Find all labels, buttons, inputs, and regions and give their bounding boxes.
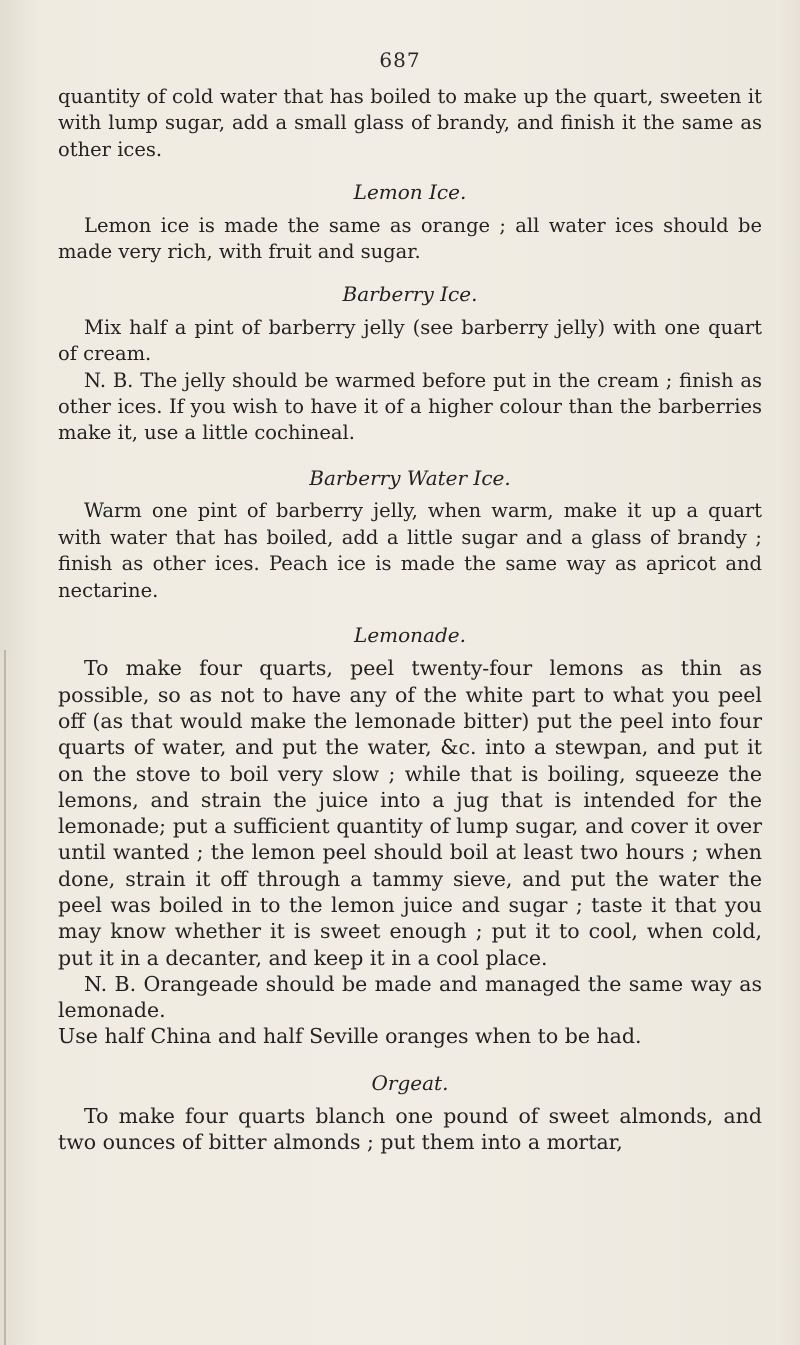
barberry-water-ice-heading: Barberry Water Ice.	[309, 465, 511, 490]
continuation-paragraph: quantity of cold water that has boiled to make up the quart, sweeten it with lump sugar, add a small glass of brandy, and finish it the same as other ices.	[58, 85, 762, 161]
orgeat-paragraph: To make four quarts blanch one pound of sweet almonds, and two ounces of bitter almonds ; put them into a mortar,	[58, 1104, 762, 1155]
page-text	[58, 84, 762, 1156]
lemonade-note: N. B. Orangeade should be made and managed the same way as lemonade.	[58, 971, 762, 1023]
orgeat-heading: Orgeat.	[371, 1070, 449, 1095]
barberry-water-ice-paragraph: Warm one pint of barberry jelly, when warm, make it up a quart with water that has boiled, add a little sugar and a glass of brandy ; finish as other ices. Peach ice is made the same way as apricot and nectarine.	[58, 499, 762, 602]
lemon-ice-heading: Lemon Ice.	[353, 180, 467, 205]
lemon-ice-paragraph: Lemon ice is made the same as orange ; all water ices should be made very rich, with fruit and sugar.	[58, 213, 762, 264]
page-gutter-shadow	[4, 650, 6, 1345]
lemonade-paragraph: To make four quarts, peel twenty-four lemons as thin as possible, so as not to have any of the white part to what you peel off (as that would make the lemonade bitter) put the peel into four quarts of water, and put the water, &c. into a stewpan, and put it on the stove to boil very slow ; while that is boiling, squeeze the lemons, and strain the juice into a jug that is intended for the lemonade; put a sufficient quantity of lump sugar, and cover it over until wanted ; the lemon peel should boil at least two hours ; when done, strain it off through a tammy sieve, and put the water the peel was boiled in to the lemon juice and sugar ; taste it that you may know whether it is sweet enough ; put it to cool, when cold, put it in a decanter, and keep it in a cool place.	[58, 656, 762, 970]
barberry-ice-heading: Barberry Ice.	[342, 282, 478, 307]
lemonade-heading: Lemonade.	[354, 622, 466, 647]
barberry-ice-note: N. B. The jelly should be warmed before put in the cream ; finish as other ices. If you wish to have it of a higher colour than the barberries make it, use a little cochineal.	[58, 368, 762, 445]
barberry-ice-paragraph: Mix half a pint of barberry jelly (see barberry jelly) with one quart of cream.	[58, 315, 762, 366]
lemonade-note-oranges: Use half China and half Seville oranges when to be had.	[58, 1024, 642, 1049]
page-number: 687	[379, 48, 421, 72]
